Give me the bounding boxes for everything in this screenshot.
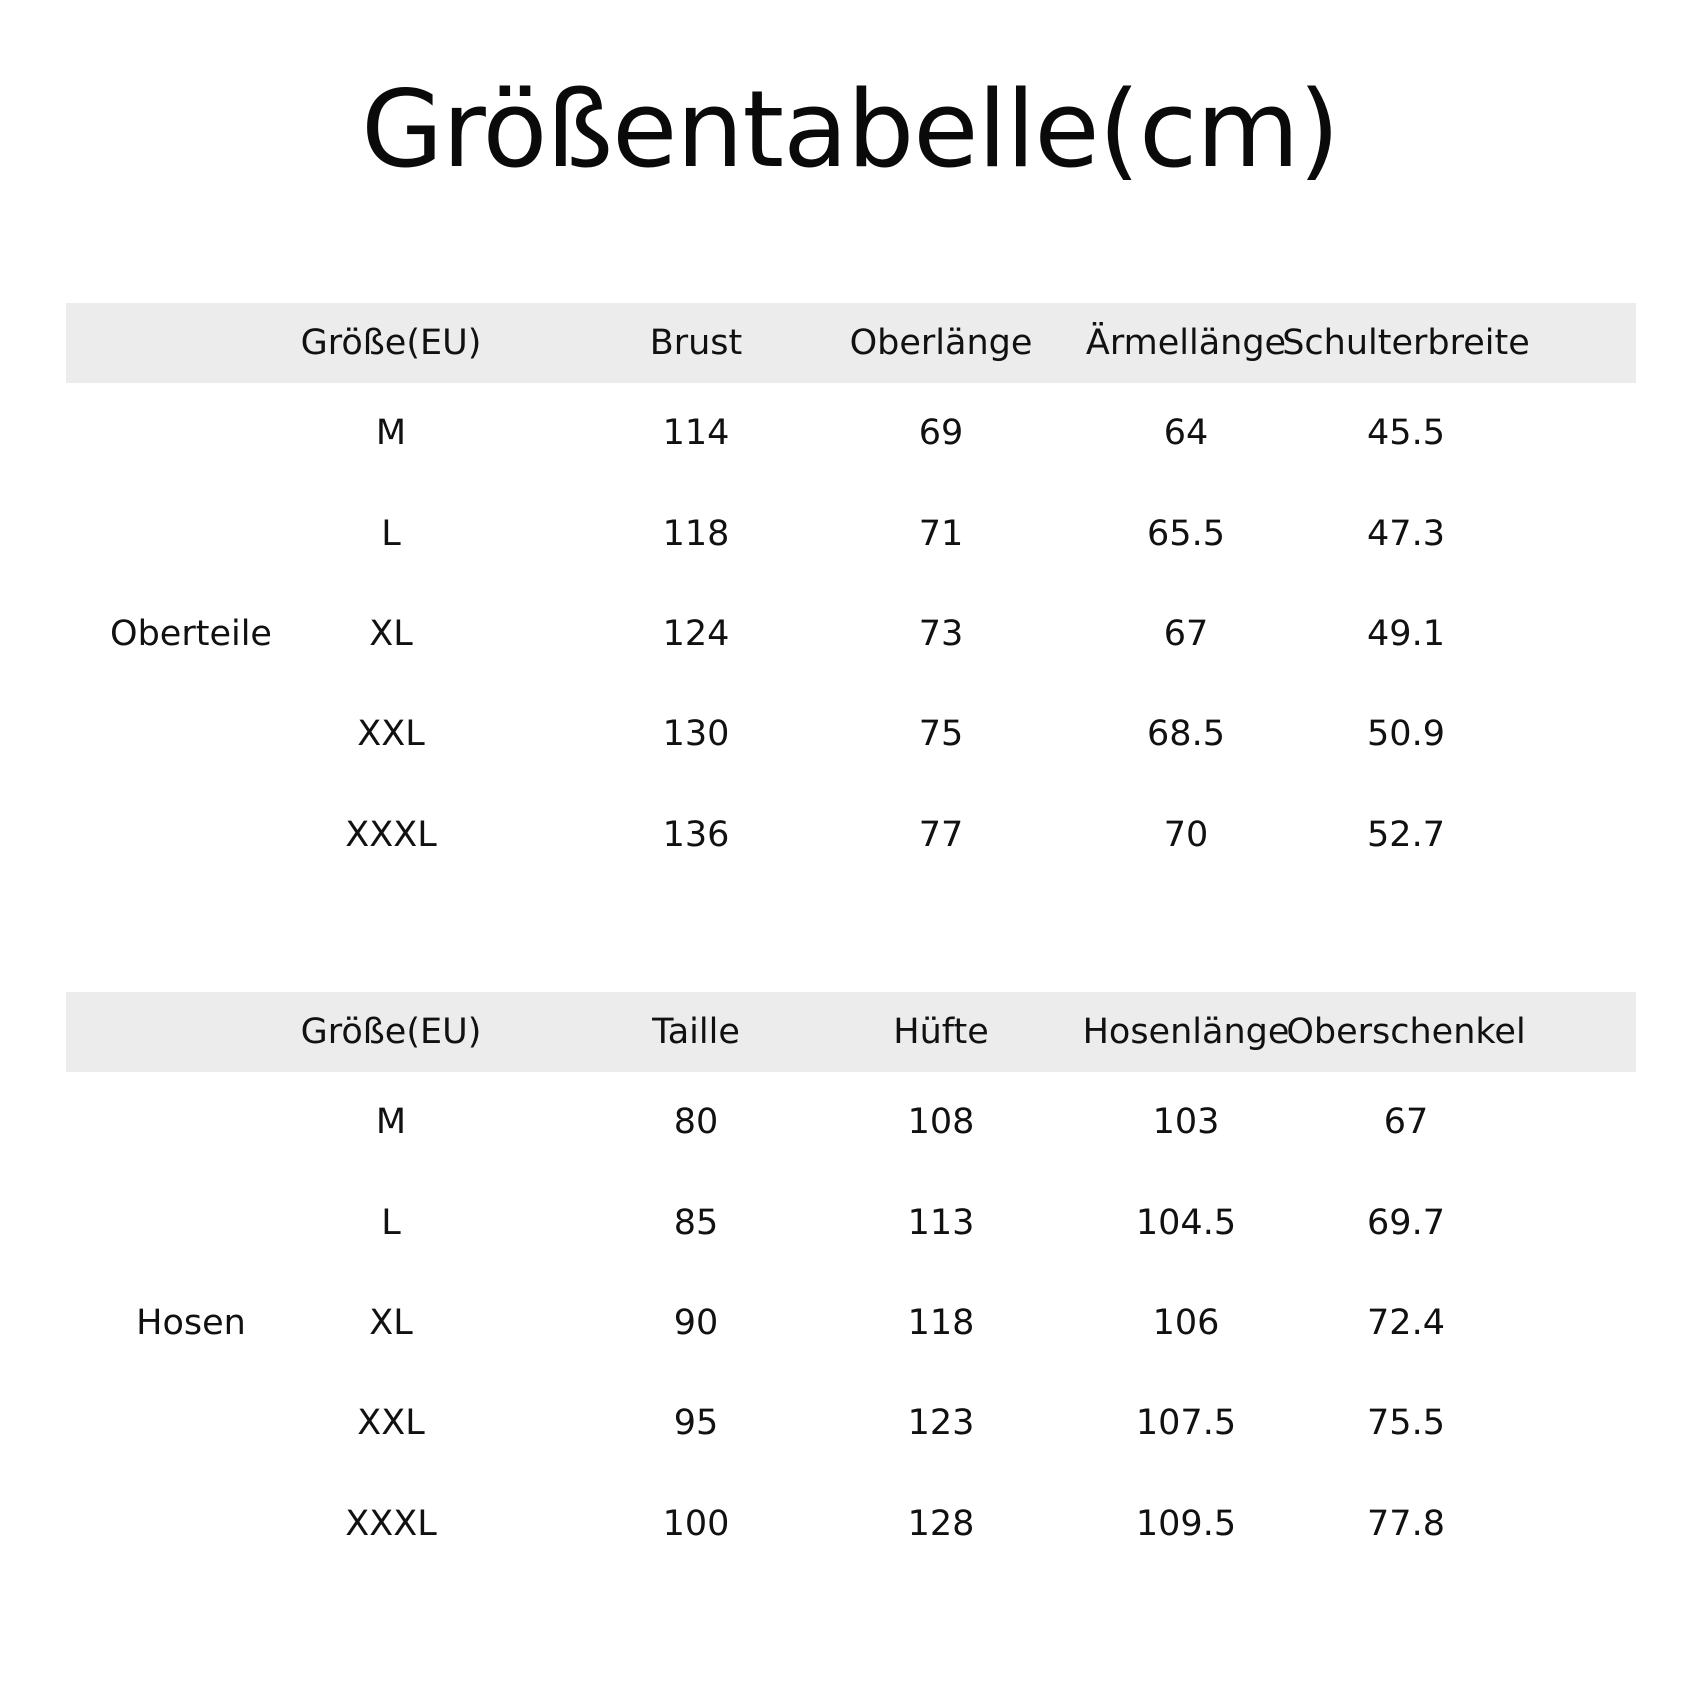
table-row	[66, 1373, 1636, 1473]
value-cell: 69.7	[1367, 1202, 1445, 1243]
tops-header-sleeve: Ärmellänge	[1085, 323, 1287, 363]
table-row	[66, 1273, 1636, 1373]
value-cell: 75	[918, 714, 964, 755]
value-cell: 109.5	[1135, 1503, 1237, 1544]
size-cell: L	[381, 1202, 401, 1243]
value-cell: 103	[1152, 1102, 1220, 1143]
value-cell: 108	[907, 1102, 975, 1143]
value-cell: 95	[673, 1403, 719, 1444]
value-cell: 77.8	[1367, 1503, 1445, 1544]
size-cell: L	[381, 513, 401, 554]
tops-header-row	[66, 303, 1636, 383]
value-cell: 128	[907, 1503, 975, 1544]
value-cell: 69	[918, 413, 964, 454]
table-row	[66, 483, 1636, 583]
tops-header-shoulder: Schulterbreite	[1282, 323, 1530, 363]
value-cell: 49.1	[1367, 613, 1445, 654]
value-cell: 80	[673, 1102, 719, 1143]
page-title: Größentabelle(cm)	[361, 68, 1339, 191]
pants-header-hip: Hüfte	[893, 1012, 989, 1052]
tops-header-size: Größe(EU)	[300, 323, 482, 363]
value-cell: 85	[673, 1202, 719, 1243]
size-cell: XXXL	[345, 814, 437, 855]
table-row	[66, 1072, 1636, 1172]
pants-header-length: Hosenlänge	[1082, 1012, 1290, 1052]
tops-body	[66, 383, 1636, 885]
value-cell: 67	[1163, 613, 1209, 654]
size-cell: XL	[369, 1302, 413, 1343]
value-cell: 65.5	[1147, 513, 1225, 554]
value-cell: 77	[918, 814, 964, 855]
value-cell: 47.3	[1367, 513, 1445, 554]
size-cell: M	[375, 413, 407, 454]
table-row	[66, 584, 1636, 684]
table-row	[66, 383, 1636, 483]
tops-size-table	[66, 303, 1636, 885]
value-cell: 130	[662, 714, 730, 755]
table-row	[66, 785, 1636, 885]
value-cell: 52.7	[1367, 814, 1445, 855]
tops-header-length: Oberlänge	[849, 323, 1033, 363]
value-cell: 104.5	[1135, 1202, 1237, 1243]
table-row	[66, 684, 1636, 784]
value-cell: 124	[662, 613, 730, 654]
value-cell: 73	[918, 613, 964, 654]
size-cell: XL	[369, 613, 413, 654]
size-cell: XXL	[357, 714, 425, 755]
value-cell: 107.5	[1135, 1403, 1237, 1444]
value-cell: 50.9	[1367, 714, 1445, 755]
tops-category-label: Oberteile	[110, 614, 272, 654]
value-cell: 113	[907, 1202, 975, 1243]
value-cell: 67	[1383, 1102, 1429, 1143]
tops-header-chest: Brust	[649, 323, 743, 363]
value-cell: 45.5	[1367, 413, 1445, 454]
pants-header-row	[66, 992, 1636, 1072]
value-cell: 64	[1163, 413, 1209, 454]
value-cell: 71	[918, 513, 964, 554]
size-cell: XXL	[357, 1403, 425, 1444]
value-cell: 70	[1163, 814, 1209, 855]
value-cell: 123	[907, 1403, 975, 1444]
pants-body	[66, 1072, 1636, 1574]
pants-category-label: Hosen	[136, 1303, 246, 1343]
pants-size-table	[66, 992, 1636, 1574]
pants-header-size: Größe(EU)	[300, 1012, 482, 1052]
value-cell: 68.5	[1147, 714, 1225, 755]
value-cell: 72.4	[1367, 1302, 1445, 1343]
pants-header-thigh: Oberschenkel	[1286, 1012, 1526, 1052]
value-cell: 118	[907, 1302, 975, 1343]
value-cell: 136	[662, 814, 730, 855]
value-cell: 90	[673, 1302, 719, 1343]
size-cell: XXXL	[345, 1503, 437, 1544]
pants-header-waist: Taille	[652, 1012, 740, 1052]
table-row	[66, 1474, 1636, 1574]
value-cell: 118	[662, 513, 730, 554]
value-cell: 106	[1152, 1302, 1220, 1343]
table-row	[66, 1172, 1636, 1272]
value-cell: 100	[662, 1503, 730, 1544]
value-cell: 75.5	[1367, 1403, 1445, 1444]
value-cell: 114	[662, 413, 730, 454]
size-cell: M	[375, 1102, 407, 1143]
